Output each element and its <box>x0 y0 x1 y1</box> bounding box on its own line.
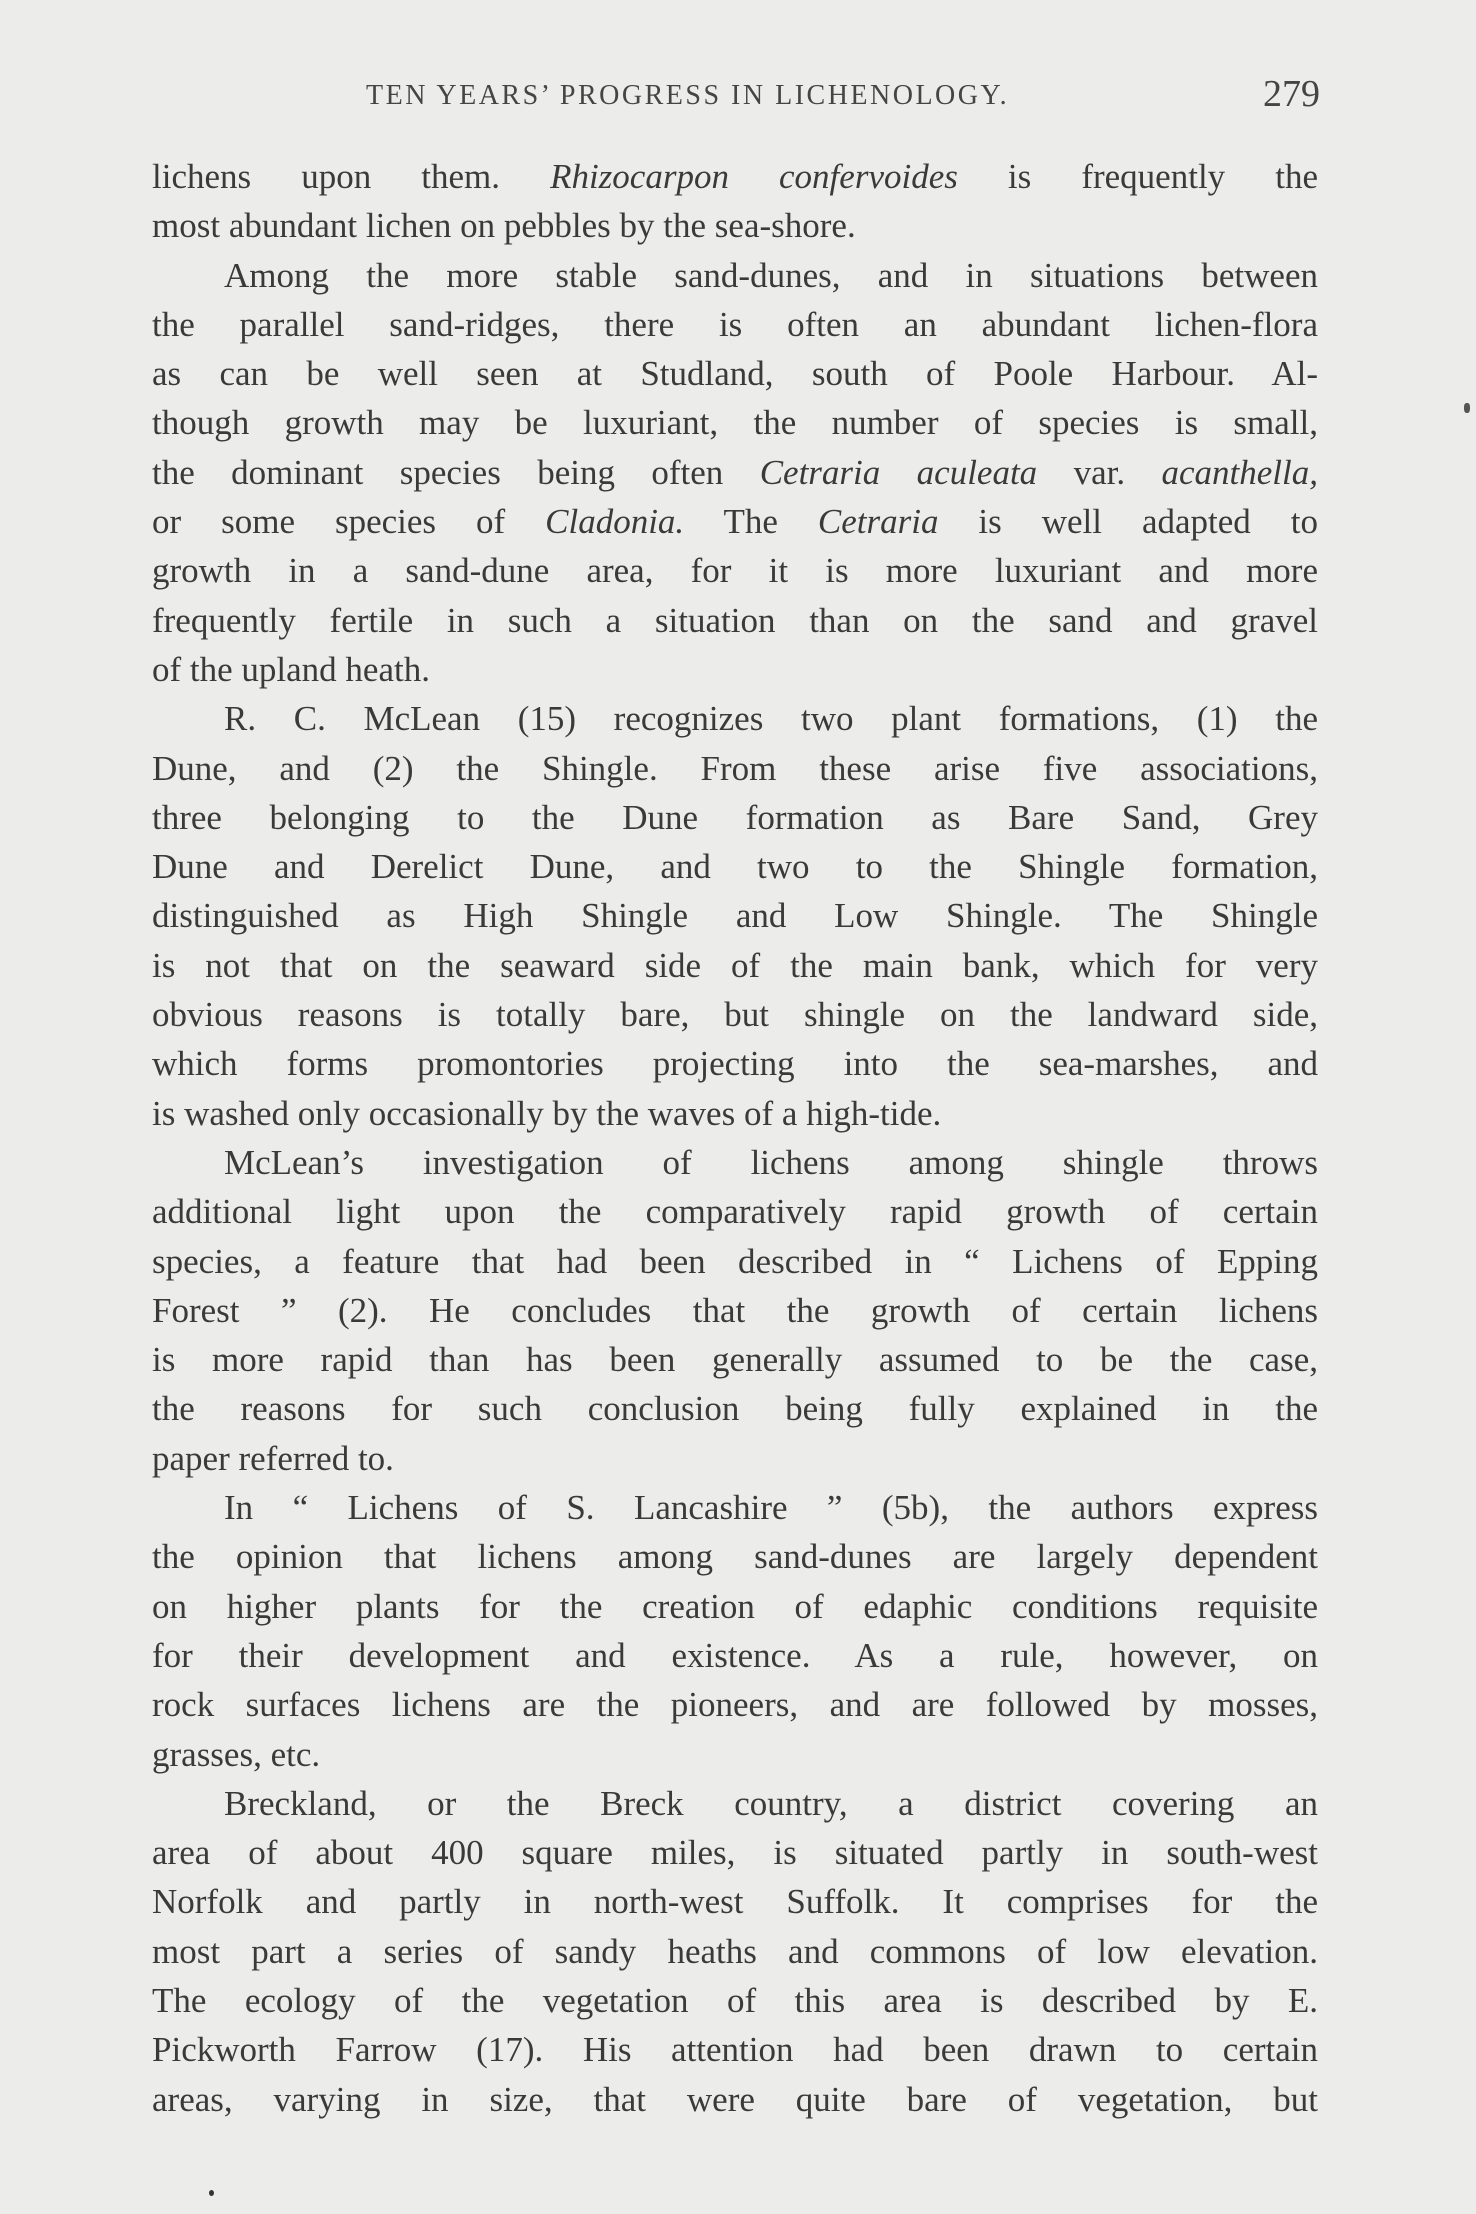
text-line <box>152 2025 1318 2074</box>
text-segment: most abundant lichen on pebbles by the sea-shore. <box>152 206 856 246</box>
text-line <box>152 1779 1318 1828</box>
text-segment: rock surfaces lichens are the pioneers, and are followed by mosses, <box>152 1685 1318 1725</box>
text-segment: distinguished as High Shingle and Low Shingle. The Shingle <box>152 896 1318 936</box>
text-line <box>152 448 1318 497</box>
text-line <box>152 1483 1318 1532</box>
text-line <box>152 152 1318 201</box>
text-line <box>152 497 1318 546</box>
running-title: TEN YEARS’ PROGRESS IN LICHENOLOGY. <box>366 80 1010 111</box>
text-segment: the parallel sand-ridges, there is often an abundant lichen-flora <box>152 304 1318 344</box>
text-segment: as can be well seen at Studland, south of Poole Harbour. Al- <box>152 354 1318 394</box>
text-segment: var. <box>1037 452 1162 492</box>
text-line <box>152 1039 1318 1088</box>
text-segment: additional light upon the comparatively rapid growth of certain <box>152 1192 1318 1232</box>
ink-speck <box>209 2190 214 2196</box>
text-line <box>152 694 1318 743</box>
text-segment: for their development and existence. As a rule, however, on <box>152 1635 1318 1675</box>
text-segment: obvious reasons is totally bare, but shingle on the landward side, <box>152 995 1318 1035</box>
text-segment: is well adapted to <box>938 502 1318 542</box>
page-header <box>150 72 1320 122</box>
text-segment: is frequently the <box>957 157 1318 196</box>
text-segment: or some species of <box>152 502 546 542</box>
italic-text: Cetraria <box>817 502 939 542</box>
text-segment: Forest ” (2). He concludes that the growth of certain lichens <box>152 1290 1318 1330</box>
italic-text: Cladonia. <box>545 502 685 542</box>
text-segment: areas, varying in size, that were quite bare of vegetation, but <box>152 2079 1318 2119</box>
text-line <box>152 546 1318 595</box>
text-segment: the opinion that lichens among sand-dunes are largely dependent <box>152 1537 1318 1577</box>
body-text <box>152 152 1318 2124</box>
text-segment: is washed only occasionally by the waves of a high-tide. <box>152 1093 942 1133</box>
text-segment: though growth may be luxuriant, the number of species is small, <box>152 403 1318 443</box>
text-line <box>152 1828 1318 1877</box>
text-line <box>152 891 1318 940</box>
text-segment: area of about 400 square miles, is situated partly in south-west <box>152 1833 1318 1873</box>
text-segment: The ecology of the vegetation of this area is described by E. <box>152 1980 1318 2020</box>
text-segment: frequently fertile in such a situation than on the sand and gravel <box>152 600 1318 640</box>
text-line <box>152 1582 1318 1631</box>
text-line <box>152 398 1318 447</box>
text-segment: Dune, and (2) the Shingle. From these arise five associations, <box>152 748 1318 788</box>
text-segment: Dune and Derelict Dune, and two to the Shingle formation, <box>152 847 1318 887</box>
italic-text: Cetraria aculeata <box>759 452 1038 492</box>
text-segment: the dominant species being often <box>152 452 760 492</box>
italic-text: Rhizocarpon confervoides <box>550 157 958 196</box>
text-line <box>152 2075 1318 2124</box>
text-line <box>152 1877 1318 1926</box>
text-segment: which forms promontories projecting into the sea-marshes, and <box>152 1044 1318 1084</box>
text-line <box>152 744 1318 793</box>
text-segment: grasses, etc. <box>152 1734 321 1774</box>
text-line <box>152 1237 1318 1286</box>
text-segment: three belonging to the Dune formation as Bare Sand, Grey <box>152 797 1318 837</box>
page-number: 279 <box>1263 73 1320 115</box>
text-line <box>152 793 1318 842</box>
text-line <box>152 941 1318 990</box>
text-line <box>152 645 1318 694</box>
text-segment: Breckland, or the Breck country, a district covering an <box>224 1783 1318 1823</box>
text-segment: McLean’s investigation of lichens among shingle throws <box>224 1142 1318 1182</box>
text-line <box>152 1335 1318 1384</box>
text-segment: Norfolk and partly in north-west Suffolk. It comprises for the <box>152 1882 1318 1922</box>
text-line <box>152 1089 1318 1138</box>
text-segment: Pickworth Farrow (17). His attention had been drawn to certain <box>152 2030 1318 2070</box>
text-line <box>152 1434 1318 1483</box>
text-segment: The <box>684 502 818 542</box>
text-segment: lichens upon them. <box>152 157 551 196</box>
text-segment: In “ Lichens of S. Lancashire ” (5b), the authors express <box>224 1488 1318 1528</box>
text-line <box>152 1927 1318 1976</box>
ink-speck <box>1464 403 1470 413</box>
text-line <box>152 596 1318 645</box>
text-segment: on higher plants for the creation of edaphic conditions requisite <box>152 1586 1318 1626</box>
text-line <box>152 251 1318 300</box>
text-segment: growth in a sand-dune area, for it is more luxuriant and more <box>152 551 1318 591</box>
text-line <box>152 1730 1318 1779</box>
text-line <box>152 1138 1318 1187</box>
text-line <box>152 1680 1318 1729</box>
text-line <box>152 1631 1318 1680</box>
text-segment: is more rapid than has been generally assumed to be the case, <box>152 1340 1318 1380</box>
text-line <box>152 300 1318 349</box>
text-segment: species, a feature that had been described in “ Lichens of Epping <box>152 1241 1318 1281</box>
text-line <box>152 990 1318 1039</box>
text-line <box>152 1286 1318 1335</box>
text-line <box>152 349 1318 398</box>
text-line <box>152 201 1318 250</box>
text-line <box>152 1384 1318 1433</box>
text-line <box>152 842 1318 891</box>
text-segment: of the upland heath. <box>152 649 430 689</box>
text-segment: Among the more stable sand-dunes, and in situations between <box>224 255 1318 295</box>
text-line <box>152 1532 1318 1581</box>
text-line <box>152 1976 1318 2025</box>
text-segment: the reasons for such conclusion being fully explained in the <box>152 1389 1318 1429</box>
text-segment: paper referred to. <box>152 1438 394 1478</box>
text-segment: is not that on the seaward side of the main bank, which for very <box>152 945 1318 985</box>
text-line <box>152 1187 1318 1236</box>
text-segment: R. C. McLean (15) recognizes two plant formations, (1) the <box>224 699 1318 739</box>
text-segment: most part a series of sandy heaths and commons of low elevation. <box>152 1931 1318 1971</box>
italic-text: acanthella, <box>1161 452 1318 492</box>
